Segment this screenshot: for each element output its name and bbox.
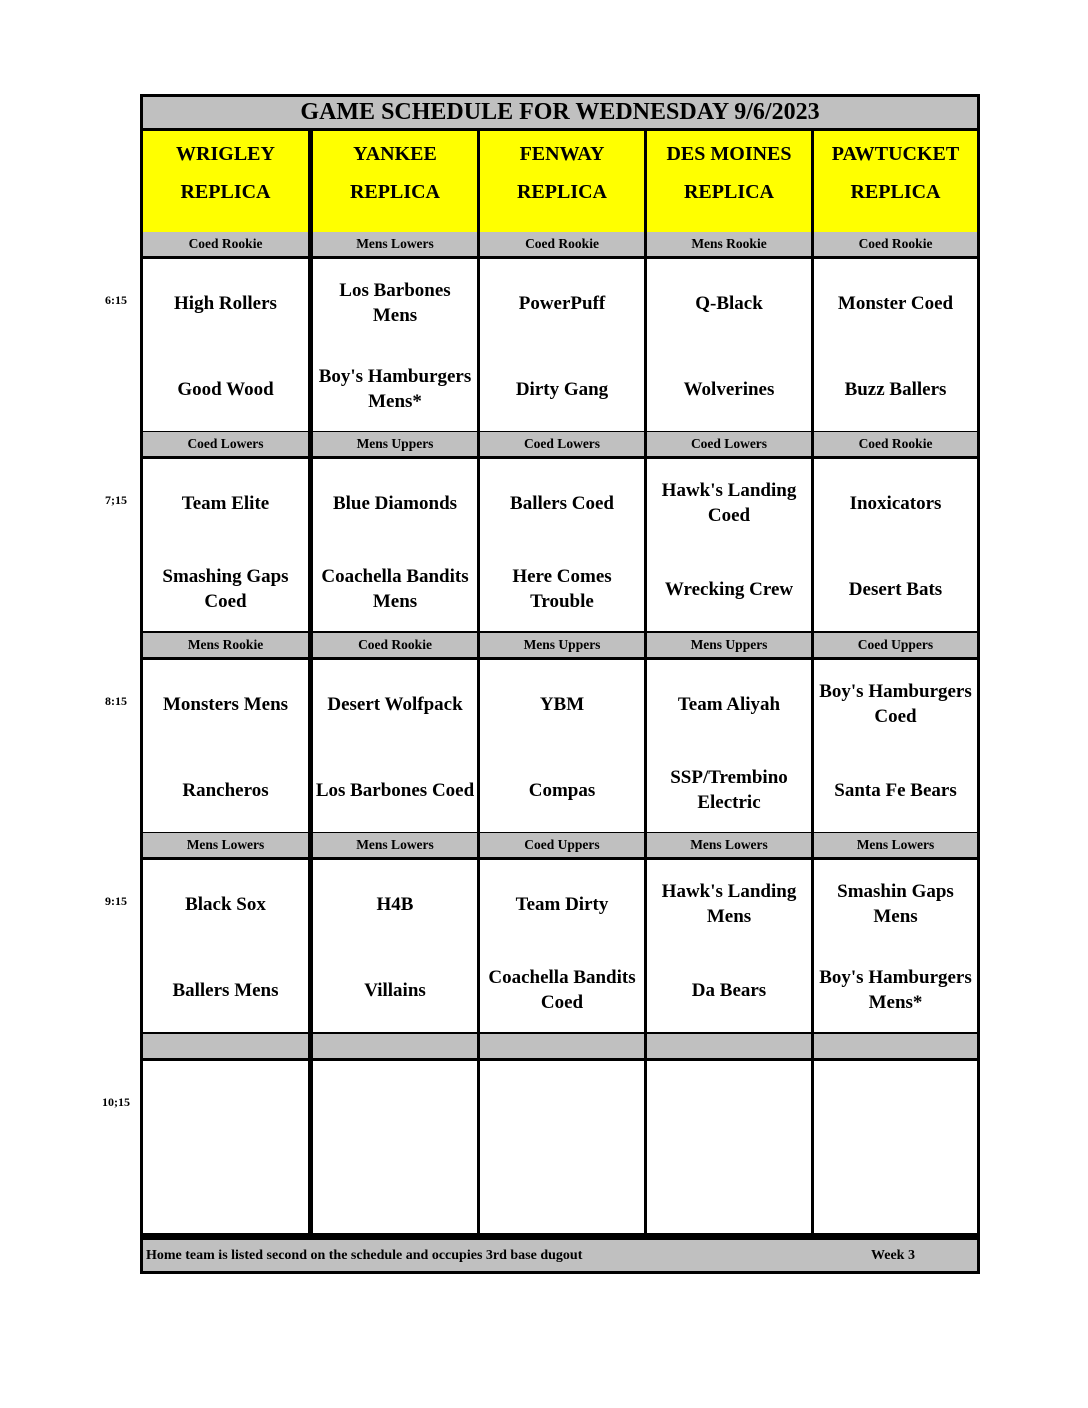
time-slot-label: 10;15 (102, 1095, 130, 1109)
away-team (814, 860, 977, 948)
team-name: Coachella Bandits Mens (321, 566, 469, 612)
game-cell (814, 259, 977, 431)
division-label: Coed Lowers (143, 432, 308, 456)
division-label: Coed Lowers (647, 432, 811, 456)
time-slot-label: 7;15 (105, 493, 127, 507)
team-name: Santa Fe Bears (834, 779, 957, 801)
field-header (480, 131, 644, 232)
team-name: Wolverines (683, 378, 775, 400)
game-cell (143, 459, 308, 631)
team-name: Dirty Gang (515, 378, 609, 400)
home-team (313, 1149, 477, 1233)
home-team (814, 547, 977, 631)
game-cell (814, 1061, 977, 1233)
team-name: Team Elite (181, 492, 270, 514)
away-team (313, 860, 477, 948)
division-label: Coed Lowers (480, 432, 644, 456)
away-team (480, 860, 644, 948)
division-label (814, 1034, 977, 1058)
game-cell (647, 459, 811, 631)
away-team (143, 860, 308, 948)
field-subtitle: REPLICA (516, 181, 607, 203)
team-name: Boy's Hamburgers Mens* (318, 366, 472, 412)
division-label: Mens Rookie (143, 633, 308, 657)
team-name: Ballers Mens (172, 979, 279, 1001)
away-team (480, 1061, 644, 1149)
home-team (313, 748, 477, 832)
game-cell (143, 259, 308, 431)
team-name: Rancheros (182, 779, 269, 801)
away-team (647, 459, 811, 547)
division-label (143, 1034, 308, 1058)
home-team (814, 1149, 977, 1233)
game-cell (313, 259, 477, 431)
home-team (480, 547, 644, 631)
team-name: Blue Diamonds (332, 492, 458, 514)
division-label: Mens Uppers (647, 633, 811, 657)
field-subtitle: REPLICA (683, 181, 774, 203)
game-cell (313, 459, 477, 631)
home-team (480, 748, 644, 832)
division-label: Coed Rookie (313, 633, 477, 657)
division-label: Mens Lowers (647, 833, 811, 857)
team-name: Boy's Hamburgers Mens* (819, 967, 972, 1013)
home-team (143, 1149, 308, 1233)
team-name: Da Bears (691, 979, 767, 1001)
away-team (143, 259, 308, 347)
footer-note: Home team is listed second on the schedule and occupies 3rd base dugout (146, 1248, 583, 1263)
field-name: FENWAY (519, 143, 605, 165)
team-name: Black Sox (185, 893, 266, 915)
home-team (814, 347, 977, 431)
field-subtitle: REPLICA (180, 181, 271, 203)
away-team (480, 660, 644, 748)
team-name: Buzz Ballers (844, 378, 947, 400)
game-cell (480, 660, 644, 832)
field-name: YANKEE (353, 143, 437, 165)
team-name: YBM (539, 693, 585, 715)
field-name: DES MOINES (666, 143, 792, 165)
game-cell (313, 660, 477, 832)
game-cell (480, 1061, 644, 1233)
game-cell (313, 860, 477, 1032)
home-team (480, 347, 644, 431)
home-team (143, 547, 308, 631)
home-team (480, 948, 644, 1032)
game-cell (480, 459, 644, 631)
field-name: WRIGLEY (176, 143, 275, 165)
division-label: Mens Uppers (313, 432, 477, 456)
away-team (313, 1061, 477, 1149)
team-name: Los Barbones Mens (339, 280, 451, 326)
game-cell (814, 459, 977, 631)
division-label: Mens Lowers (313, 232, 477, 256)
division-label: Mens Uppers (480, 633, 644, 657)
division-label: Coed Rookie (814, 232, 977, 256)
away-team (143, 1061, 308, 1149)
field-header (647, 131, 811, 232)
home-team (143, 748, 308, 832)
away-team (814, 459, 977, 547)
away-team (814, 1061, 977, 1149)
team-name: Ballers Coed (510, 492, 614, 514)
time-slot-label: 8:15 (105, 694, 127, 708)
game-cell (647, 1061, 811, 1233)
away-team (814, 660, 977, 748)
division-label: Coed Rookie (814, 432, 977, 456)
game-cell (814, 660, 977, 832)
home-team (313, 948, 477, 1032)
away-team (480, 459, 644, 547)
home-team (647, 948, 811, 1032)
page-title: GAME SCHEDULE FOR WEDNESDAY 9/6/2023 (143, 97, 977, 131)
away-team (814, 259, 977, 347)
division-label: Coed Uppers (480, 833, 644, 857)
home-team (647, 748, 811, 832)
team-name: Team Dirty (515, 893, 609, 915)
game-cell (143, 660, 308, 832)
team-name: H4B (376, 893, 414, 915)
team-name: Monster Coed (837, 292, 954, 314)
division-label: Mens Rookie (647, 232, 811, 256)
team-name: Wrecking Crew (664, 578, 794, 600)
field-subtitle: REPLICA (349, 181, 440, 203)
game-cell (480, 860, 644, 1032)
division-label: Mens Lowers (313, 833, 477, 857)
game-cell (647, 660, 811, 832)
team-name: Here Comes Trouble (512, 566, 612, 612)
division-label: Mens Lowers (814, 833, 977, 857)
away-team (313, 459, 477, 547)
team-name: Los Barbones Coed (315, 779, 475, 801)
team-name: Smashing Gaps Coed (162, 566, 289, 612)
field-header (814, 131, 977, 232)
division-label: Mens Lowers (143, 833, 308, 857)
time-slot-label: 6:15 (105, 293, 127, 307)
game-cell (647, 259, 811, 431)
field-name: PAWTUCKET (831, 143, 960, 165)
team-name: Monsters Mens (162, 693, 289, 715)
team-name: Compas (528, 779, 596, 801)
away-team (647, 660, 811, 748)
game-cell (814, 860, 977, 1032)
team-name: Desert Bats (848, 578, 943, 600)
home-team (647, 1149, 811, 1233)
away-team (313, 660, 477, 748)
team-name: Good Wood (177, 378, 274, 400)
division-label: Coed Uppers (814, 633, 977, 657)
home-team (313, 547, 477, 631)
week-label: Week 3 (871, 1248, 915, 1263)
division-label: Coed Rookie (143, 232, 308, 256)
home-team (313, 347, 477, 431)
field-header (313, 131, 477, 232)
game-cell (143, 860, 308, 1032)
home-team (143, 948, 308, 1032)
game-cell (647, 860, 811, 1032)
game-cell (143, 1061, 308, 1233)
division-label (647, 1034, 811, 1058)
away-team (143, 459, 308, 547)
field-header (143, 131, 308, 232)
footer-bar (143, 1237, 977, 1271)
team-name: Team Aliyah (677, 693, 781, 715)
team-name: Boy's Hamburgers Coed (819, 681, 972, 727)
away-team (143, 660, 308, 748)
team-name: PowerPuff (518, 292, 606, 314)
team-name: Smashin Gaps Mens (837, 881, 954, 927)
division-label (480, 1034, 644, 1058)
away-team (647, 1061, 811, 1149)
away-team (313, 259, 477, 347)
team-name: Inoxicators (849, 492, 942, 514)
team-name: High Rollers (174, 292, 277, 314)
time-slot-label: 9:15 (105, 894, 127, 908)
team-name: Hawk's Landing Coed (661, 480, 797, 526)
team-name: SSP/Trembino Electric (670, 767, 788, 813)
division-label: Coed Rookie (480, 232, 644, 256)
field-subtitle: REPLICA (850, 181, 941, 203)
away-team (647, 860, 811, 948)
home-team (814, 748, 977, 832)
team-name: Desert Wolfpack (327, 693, 463, 715)
home-team (814, 948, 977, 1032)
home-team (143, 347, 308, 431)
away-team (480, 259, 644, 347)
game-cell (480, 259, 644, 431)
home-team (480, 1149, 644, 1233)
away-team (647, 259, 811, 347)
team-name: Q-Black (695, 292, 763, 314)
home-team (647, 347, 811, 431)
schedule-sheet (140, 94, 980, 1274)
home-team (647, 547, 811, 631)
division-label (313, 1034, 477, 1058)
game-cell (313, 1061, 477, 1233)
team-name: Villains (364, 979, 426, 1001)
team-name: Coachella Bandits Coed (488, 967, 636, 1013)
team-name: Hawk's Landing Mens (661, 881, 797, 927)
